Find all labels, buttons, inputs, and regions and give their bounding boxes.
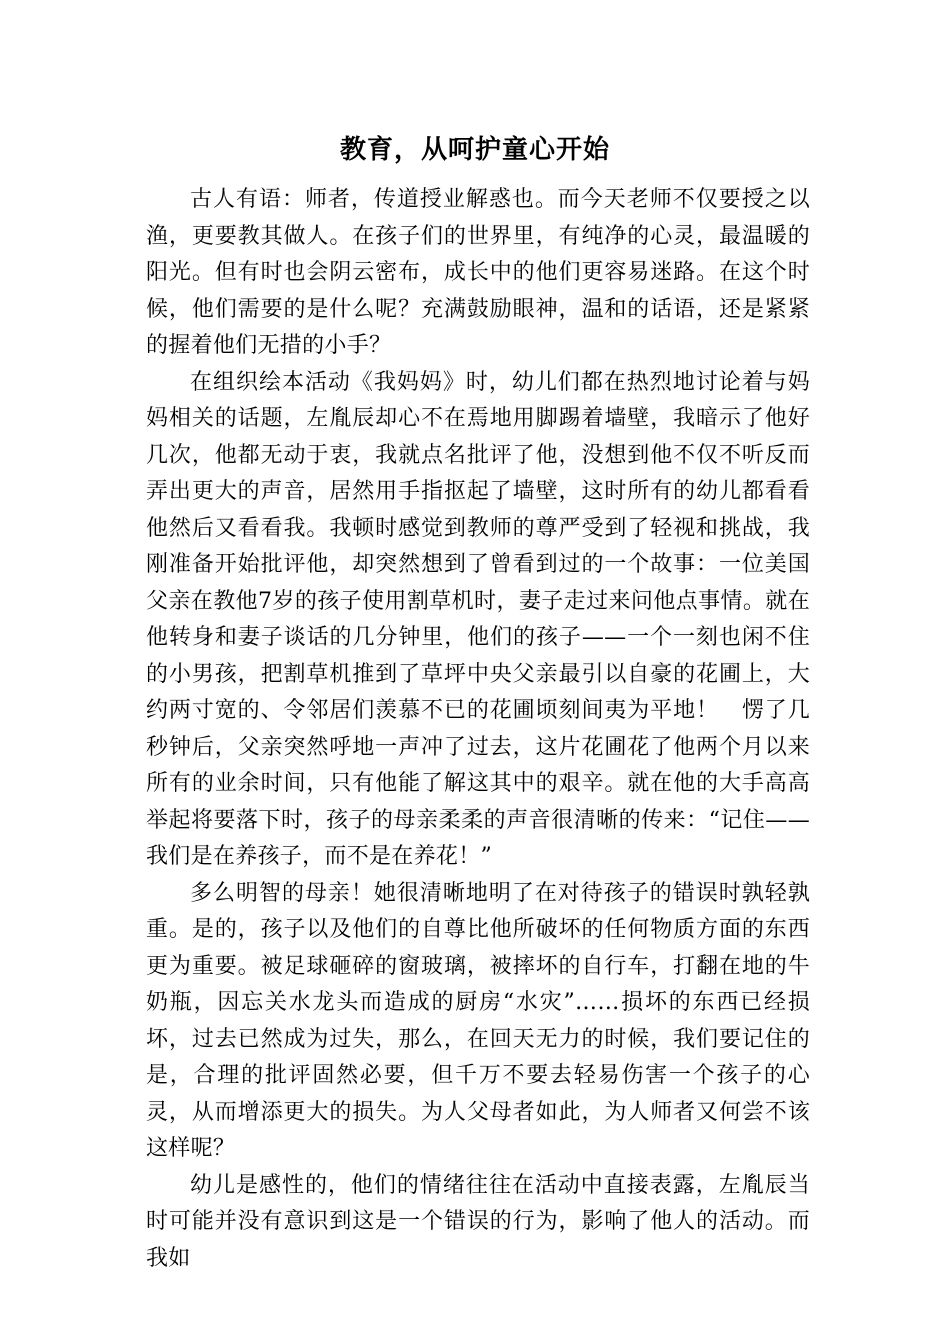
paragraph-3: 多么明智的母亲！她很清晰地明了在对待孩子的错误时孰轻孰重。是的，孩子以及他们的自尊比他所破坏的任何物质方面的东西更为重要。被足球砸碎的窗玻璃，被摔坏的自行车，打翻在地的牛奶瓶，因忘关水龙头而造成的厨房“水灾”……损坏的东西已经损坏，过去已然成为过失，那么，在回天无力的时候，我们要记住的是，合理的批评固然必要，但千万不要去轻易伤害一个孩子的心灵，从而增添更大的损失。为人父母者如此，为人师者又何尝不该这样呢？ — [146, 880, 810, 1161]
paragraph-1: 古人有语：师者，传道授业解惑也。而今天老师不仅要授之以渔，更要教其做人。在孩子们的世界里，有纯净的心灵，最温暖的阳光。但有时也会阴云密布，成长中的他们更容易迷路。在这个时候，他们需要的是什么呢？充满鼓励眼神，温和的话语，还是紧紧的握着他们无措的小手？ — [146, 187, 810, 358]
paragraph-4: 幼儿是感性的，他们的情绪往往在活动中直接表露，左胤辰当时可能并没有意识到这是一个错误的行为，影响了他人的活动。而我如 — [146, 1172, 810, 1271]
document-body — [146, 182, 810, 1277]
paragraph-2: 在组织绘本活动《我妈妈》时，幼儿们都在热烈地讨论着与妈妈相关的话题，左胤辰却心不在焉地用脚踢着墙壁，我暗示了他好几次，他都无动于衷，我就点名批评了他，没想到他不仅不听反而弄出更大的声音，居然用手指抠起了墙壁，这时所有的幼儿都看看他然后又看看我。我顿时感觉到教师的尊严受到了轻视和挑战，我刚准备开始批评他，却突然想到了曾看到过的一个故事：一位美国父亲在教他7岁的孩子使用割草机时，妻子走过来问他点事情。就在他转身和妻子谈话的几分钟里，他们的孩子——一个一刻也闲不住的小男孩，把割草机推到了草坪中央父亲最引以自豪的花圃上，大约两寸宽的、令邻居们羡慕不已的花圃顷刻间夷为平地！ 愣了几秒钟后，父亲突然呼地一声冲了过去，这片花圃花了他两个月以来所有的业余时间，只有他能了解这其中的艰辛。就在他的大手高高举起将要落下时，孩子的母亲柔柔的声音很清晰的传来：“记住——我们是在养孩子，而不是在养花！” — [146, 369, 810, 869]
document-title: 教育，从呵护童心开始 — [339, 135, 610, 165]
